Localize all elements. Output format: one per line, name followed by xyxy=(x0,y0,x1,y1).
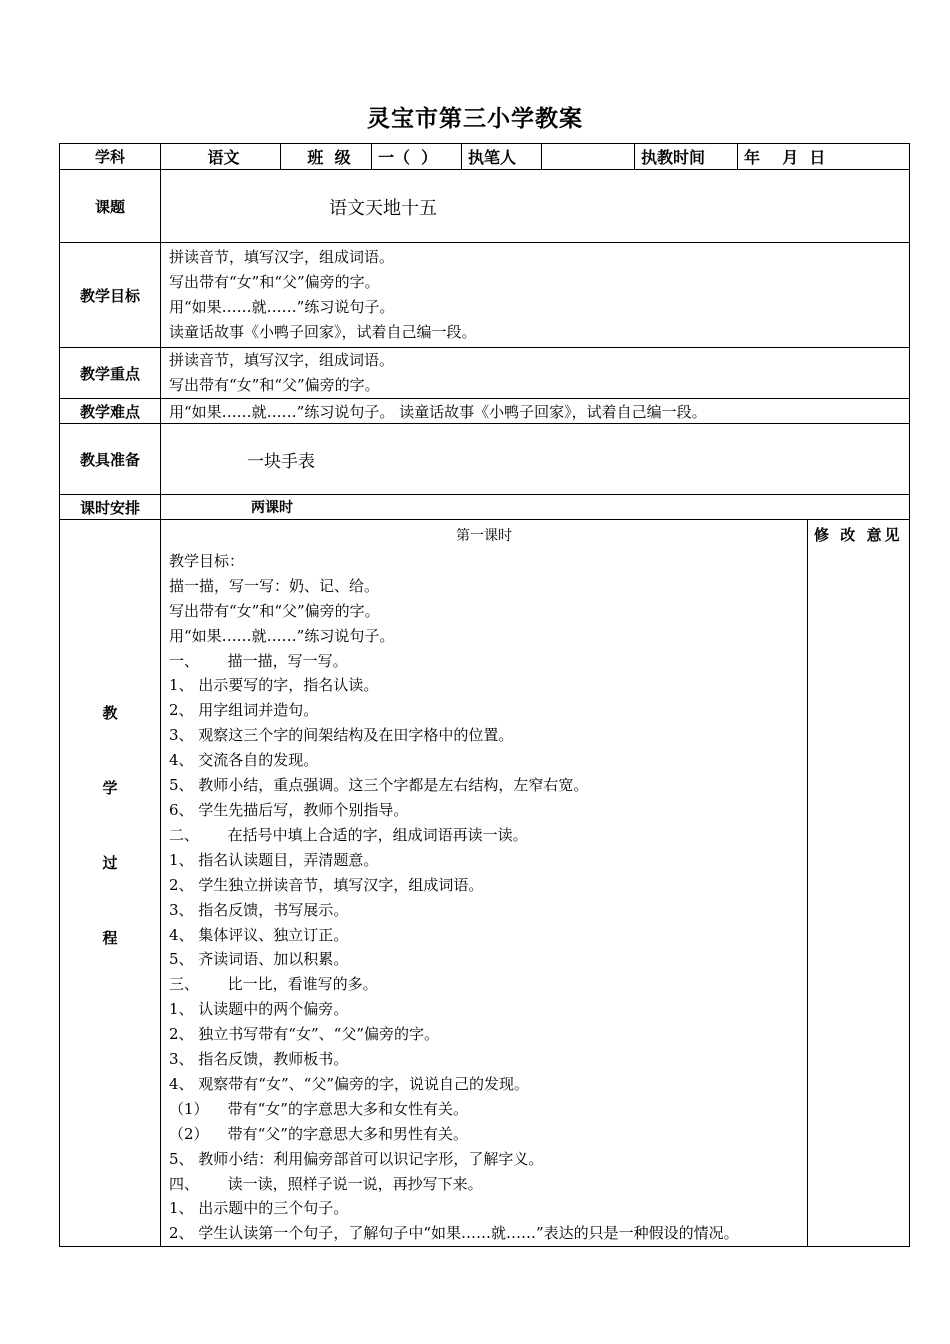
schedule-label: 课时安排 xyxy=(60,495,161,520)
process-line: 4、 观察带有“女”、“父”偏旁的字，说说自己的发现。 xyxy=(169,1074,529,1093)
class-value: 一（ ） xyxy=(372,144,462,170)
process-line: 4、 交流各自的发现。 xyxy=(169,751,319,770)
process-line: 用“如果……就……”练习说句子。 xyxy=(169,626,395,645)
topic-value xyxy=(161,170,910,243)
process-line: 3、 指名反馈，书写展示。 xyxy=(169,900,349,919)
process-label-char: 过 xyxy=(102,854,118,872)
difficulty-value: 用“如果……就……”练习说句子。 读童话故事《小鸭子回家》，试着自己编一段。 xyxy=(161,399,910,424)
process-row xyxy=(60,520,910,1247)
subject-label: 学科 xyxy=(60,144,161,170)
process-line: 3、 观察这三个字的间架结构及在田字格中的位置。 xyxy=(169,726,514,745)
header-row xyxy=(60,144,910,170)
process-line: 3、 指名反馈，教师板书。 xyxy=(169,1050,349,1069)
process-line: 写出带有“女”和“父”偏旁的字。 xyxy=(169,601,380,620)
tools-label: 教具准备 xyxy=(60,424,161,495)
process-line: 四、 读一读，照样子说一说，再抄写下来。 xyxy=(169,1174,483,1193)
schedule-row xyxy=(60,495,910,520)
goals-list xyxy=(161,243,910,348)
process-line: 1、 出示要写的字，指名认读。 xyxy=(169,676,379,695)
goals-label: 教学目标 xyxy=(60,243,161,348)
process-line: 5、 教师小结，重点强调。这三个字都是左右结构，左窄右宽。 xyxy=(169,776,589,795)
process-line: 2、 用字组词并造句。 xyxy=(169,701,319,720)
difficulty-row xyxy=(60,399,910,424)
lesson-heading: 第一课时 xyxy=(456,528,512,544)
process-line: 三、 比一比，看谁写的多。 xyxy=(169,975,378,994)
process-line: 二、 在括号中填上合适的字，组成词语再读一读。 xyxy=(169,825,528,844)
author-label: 执笔人 xyxy=(462,144,542,170)
process-line: 4、 集体评议、独立订正。 xyxy=(169,925,349,944)
process-line: 描一描，写一写：奶、记、给。 xyxy=(169,576,380,595)
process-line: 2、 学生认读第一个句子，了解句子中“如果……就……”表达的只是一种假设的情况。 xyxy=(169,1224,739,1243)
process-line: 5、 齐读词语、加以积累。 xyxy=(169,950,349,969)
process-line: 一、 描一描，写一写。 xyxy=(169,651,348,670)
process-content xyxy=(161,520,808,1247)
process-lines xyxy=(169,549,799,1246)
process-line: 2、 独立书写带有“女”、“父”偏旁的字。 xyxy=(169,1025,439,1044)
process-label-char: 教 xyxy=(102,704,118,722)
class-label: 班 级 xyxy=(281,144,372,170)
time-value: 年 月 日 xyxy=(738,144,910,170)
process-line: 教学目标： xyxy=(169,551,245,570)
process-label-char: 程 xyxy=(102,929,118,947)
keypoints-row xyxy=(60,348,910,399)
schedule-text: 两课时 xyxy=(251,500,293,516)
schedule-value xyxy=(161,495,910,520)
process-line: 2、 学生独立拼读音节，填写汉字，组成词语。 xyxy=(169,875,484,894)
page-title: 灵宝市第三小学教案 xyxy=(367,106,583,132)
tools-value xyxy=(161,424,910,495)
goal-line: 写出带有“女”和“父”偏旁的字。 xyxy=(169,273,380,291)
lesson-plan-table xyxy=(59,143,910,1247)
process-label-char: 学 xyxy=(102,779,118,797)
goal-line: 拼读音节，填写汉字，组成词语。 xyxy=(169,248,395,266)
tools-text: 一块手表 xyxy=(247,451,315,472)
keypoints-list xyxy=(161,348,910,399)
topic-text: 语文天地十五 xyxy=(329,198,437,219)
goal-line: 读童话故事《小鸭子回家》，试着自己编一段。 xyxy=(169,323,477,341)
process-line: 6、 学生先描后写，教师个别指导。 xyxy=(169,800,409,819)
topic-label: 课题 xyxy=(60,170,161,243)
keypoint-line: 拼读音节，填写汉字，组成词语。 xyxy=(169,351,395,369)
process-line: （2） 带有“父”的字意思大多和男性有关。 xyxy=(169,1124,468,1143)
process-label xyxy=(60,520,161,1247)
remarks-label: 修 改 意见 xyxy=(808,520,910,1247)
tools-row xyxy=(60,424,910,495)
process-line: 1、 指名认读题目，弄清题意。 xyxy=(169,850,379,869)
keypoint-line: 写出带有“女”和“父”偏旁的字。 xyxy=(169,376,380,394)
goal-line: 用“如果……就……”练习说句子。 xyxy=(169,298,395,316)
process-line: 1、 认读题中的两个偏旁。 xyxy=(169,1000,349,1019)
topic-row xyxy=(60,170,910,243)
subject-value: 语文 xyxy=(161,144,281,170)
process-line: （1） 带有“女”的字意思大多和女性有关。 xyxy=(169,1099,468,1118)
goals-row xyxy=(60,243,910,348)
time-label: 执教时间 xyxy=(635,144,738,170)
process-line: 5、 教师小结：利用偏旁部首可以识记字形，了解字义。 xyxy=(169,1149,544,1168)
process-line: 1、 出示题中的三个句子。 xyxy=(169,1199,349,1218)
difficulty-label: 教学难点 xyxy=(60,399,161,424)
author-value xyxy=(542,144,635,170)
keypoints-label: 教学重点 xyxy=(60,348,161,399)
